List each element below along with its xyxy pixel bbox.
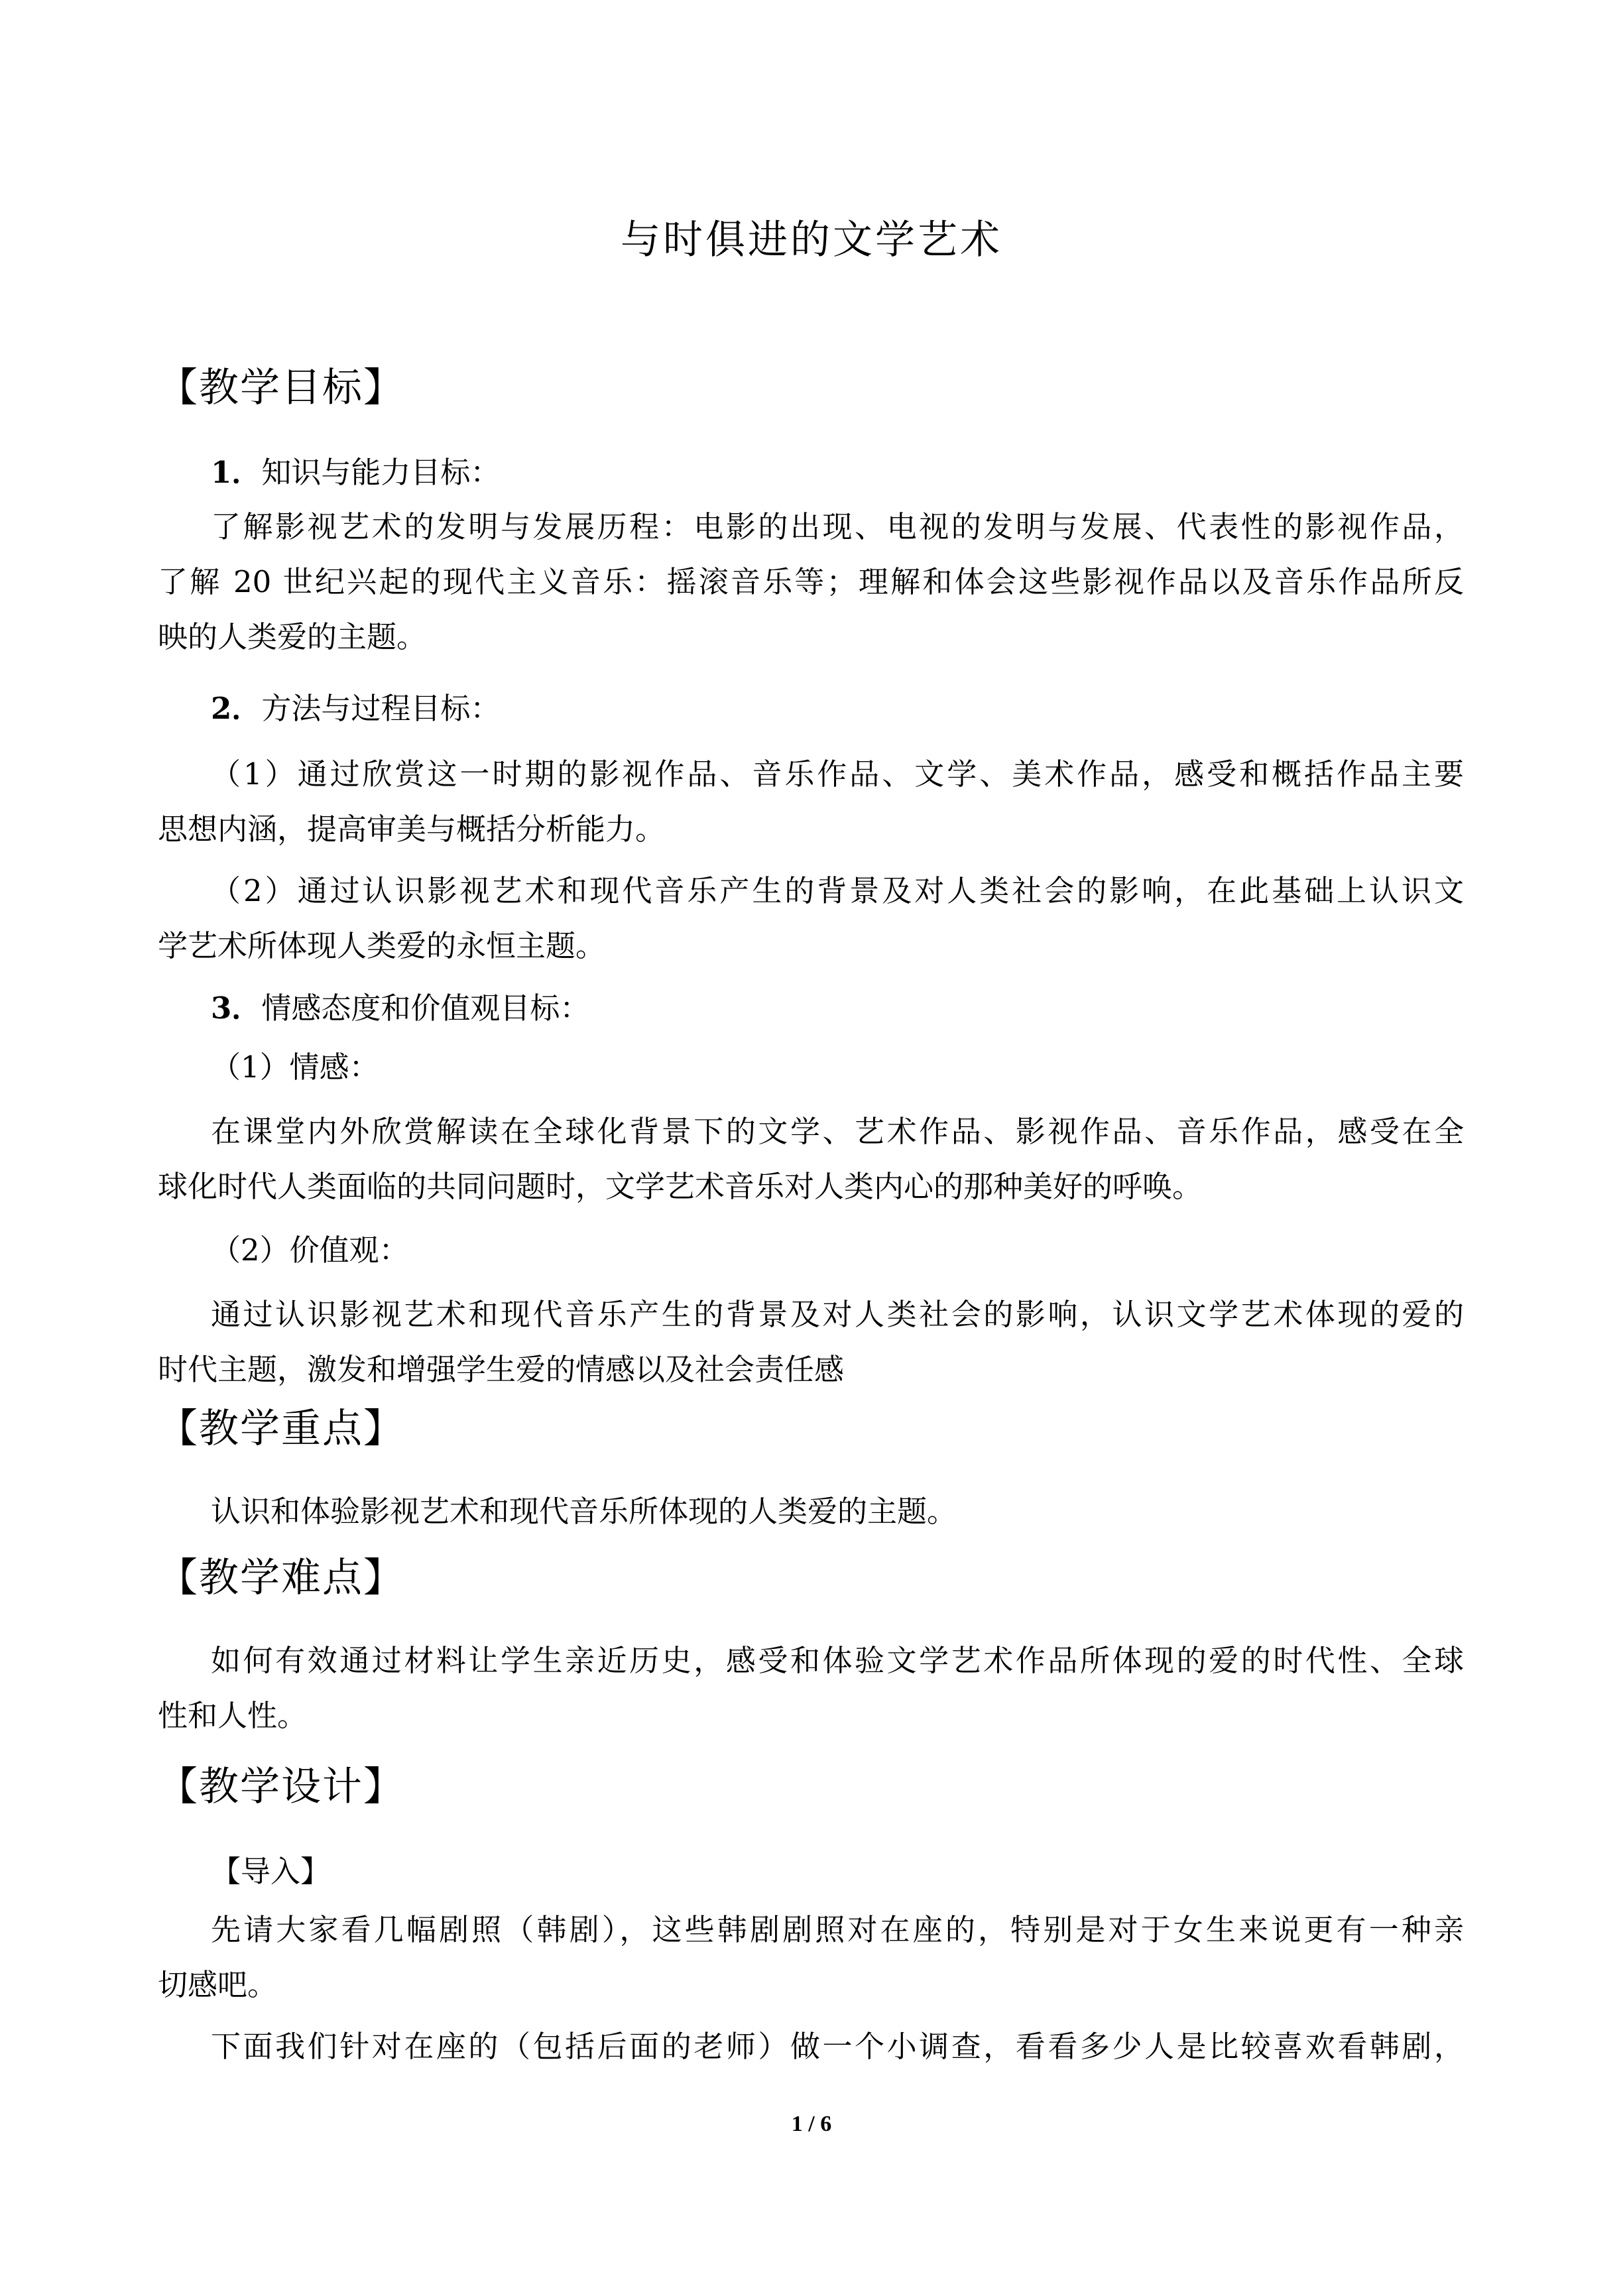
- paragraph-line: 如何有效通过材料让学生亲近历史，感受和体验文学艺术作品所体现的爱的时代性、全球: [211, 1643, 1464, 1678]
- paragraph-line: 性和人性。: [158, 1698, 308, 1733]
- section-heading-objectives: 【教学目标】: [158, 365, 404, 411]
- paragraph-line: 在课堂内外欣赏解读在全球化背景下的文学、艺术作品、影视作品、音乐作品，感受在全: [211, 1114, 1464, 1149]
- sub-item-label: （2）价值观：: [211, 1233, 409, 1268]
- document-title: 与时俱进的文学艺术: [621, 217, 1002, 263]
- paragraph-line: 下面我们针对在座的（包括后面的老师）做一个小调查，看看多少人是比较喜欢看韩剧，: [211, 2029, 1464, 2064]
- section-heading-key-points: 【教学重点】: [158, 1406, 404, 1452]
- paragraph-line: 思想内涵，提高审美与概括分析能力。: [158, 812, 666, 847]
- section-heading-difficulties: 【教学难点】: [158, 1555, 404, 1601]
- item-number: 1．: [211, 455, 262, 490]
- sub-item-label: （1）情感：: [211, 1050, 379, 1085]
- sub-heading-intro: 【导入】: [211, 1854, 331, 1889]
- paragraph-line: 切感吧。: [158, 1967, 278, 2002]
- paragraph-line: 了解 20 世纪兴起的现代主义音乐：摇滚音乐等；理解和体会这些影视作品以及音乐作品所反: [158, 564, 1464, 599]
- objective-item-3: [211, 989, 589, 1028]
- section-heading-design: 【教学设计】: [158, 1764, 404, 1810]
- paragraph-line: 球化时代人类面临的共同问题时，文学艺术音乐对人类内心的那种美好的呼唤。: [158, 1169, 1203, 1204]
- paragraph-line: 映的人类爱的主题。: [158, 619, 427, 654]
- paragraph-line: （2）通过认识影视艺术和现代音乐产生的背景及对人类社会的影响，在此基础上认识文: [211, 873, 1464, 908]
- item-number: 3．: [211, 991, 262, 1026]
- objective-item-2: [211, 689, 500, 729]
- item-label: 方法与过程目标：: [261, 691, 501, 726]
- item-number: 2．: [211, 691, 262, 726]
- paragraph-line: 时代主题，激发和增强学生爱的情感以及社会责任感: [158, 1352, 845, 1387]
- paragraph-line: 了解影视艺术的发明与发展历程：电影的出现、电视的发明与发展、代表性的影视作品，: [211, 509, 1464, 544]
- paragraph-line: 学艺术所体现人类爱的永恒主题。: [158, 928, 606, 963]
- paragraph-line: 先请大家看几幅剧照（韩剧），这些韩剧剧照对在座的，特别是对于女生来说更有一种亲: [211, 1912, 1464, 1947]
- paragraph-line: 通过认识影视艺术和现代音乐产生的背景及对人类社会的影响，认识文学艺术体现的爱的: [211, 1297, 1464, 1332]
- objective-item-1: [211, 453, 500, 493]
- item-label: 知识与能力目标：: [261, 455, 501, 490]
- paragraph-line: 认识和体验影视艺术和现代音乐所体现的人类爱的主题。: [211, 1494, 957, 1529]
- item-label: 情感态度和价值观目标：: [261, 991, 590, 1026]
- page-number: 1 / 6: [791, 2112, 832, 2136]
- paragraph-line: （1）通过欣赏这一时期的影视作品、音乐作品、文学、美术作品，感受和概括作品主要: [211, 756, 1464, 792]
